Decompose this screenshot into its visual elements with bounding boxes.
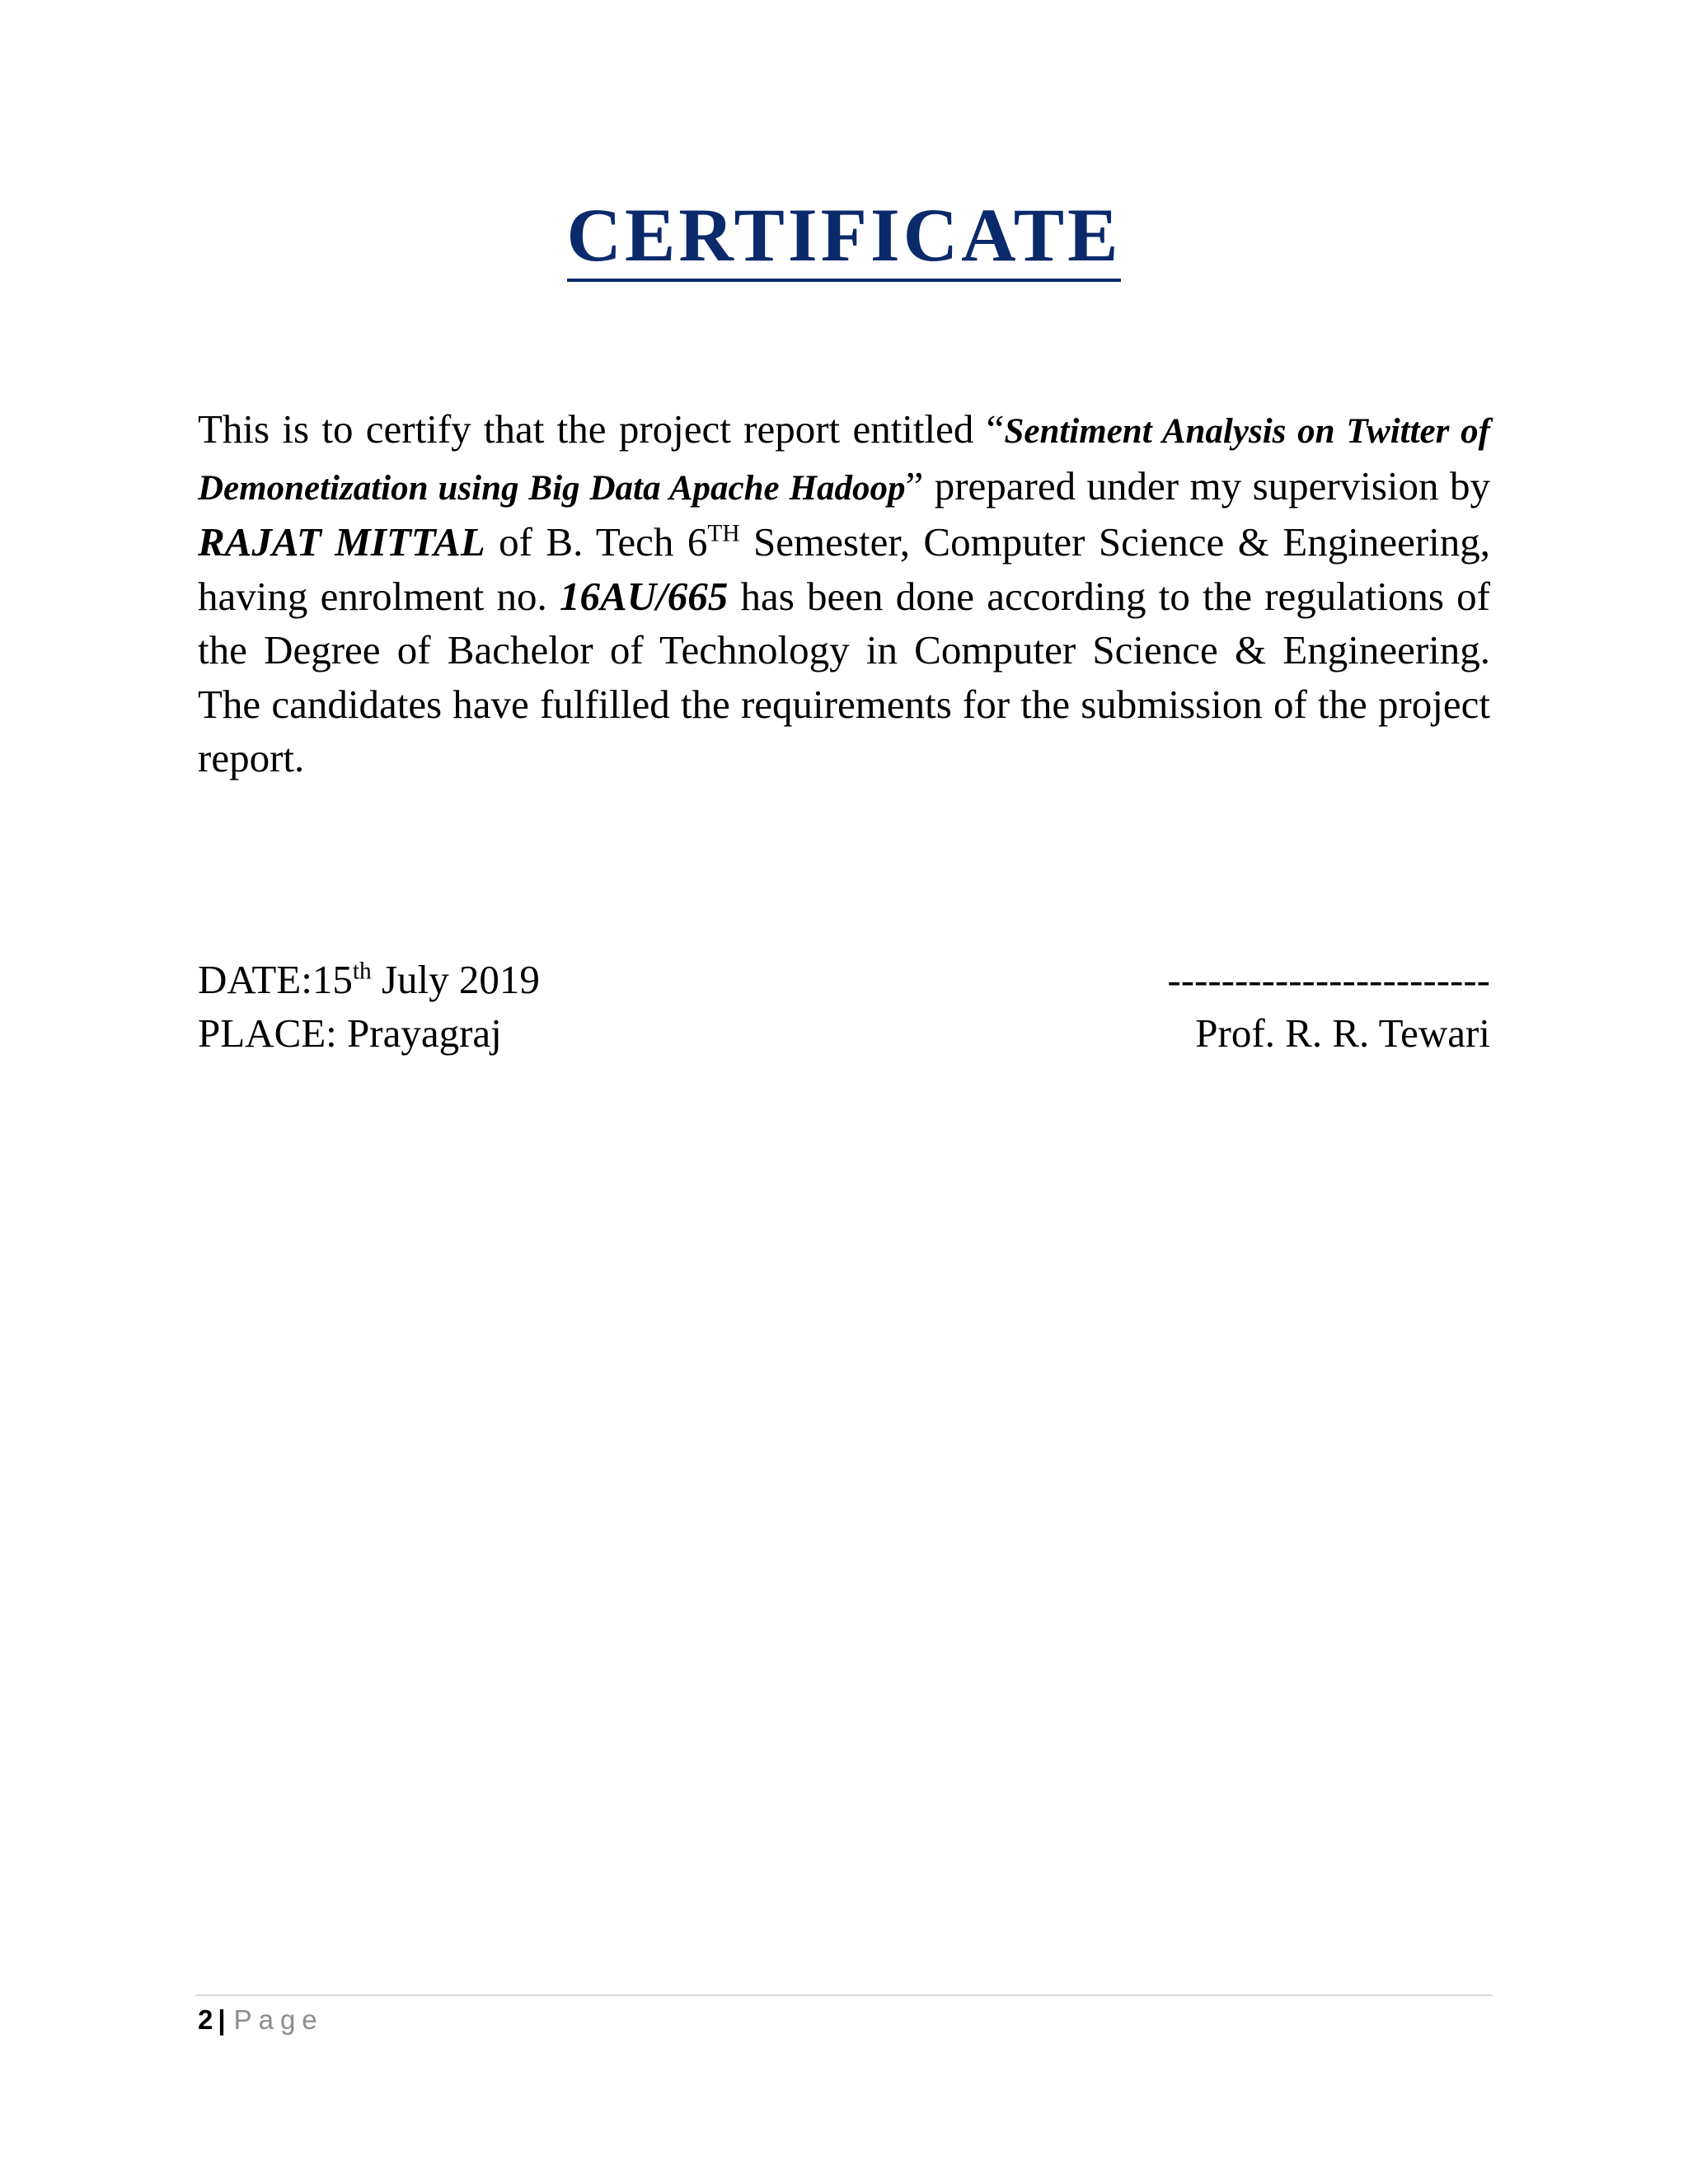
footer-divider [195, 1994, 1493, 1996]
place-value: Prayagraj [347, 1010, 502, 1056]
certificate-title-text: CERTIFICATE [567, 193, 1122, 282]
supervisor-name: Prof. R. R. Tewari [1195, 1010, 1490, 1056]
place-label: PLACE: [198, 1010, 348, 1056]
student-name: RAJAT MITTAL [198, 519, 485, 565]
date-line [198, 956, 540, 1005]
body-intro: This is to certify that the project report entitled “ [198, 406, 1005, 452]
certificate-title [0, 194, 1688, 277]
semester-superscript: TH [707, 520, 740, 547]
page-footer [198, 2004, 324, 2036]
project-title: Sentiment Analysis on Twitter of Demonetization using Big Data Apache Hadoop [198, 412, 1490, 508]
page-label: Page [233, 2004, 324, 2035]
signature-line: ------------------------ [1167, 957, 1490, 1002]
body-after-title: ” prepared under my supervision by [905, 462, 1490, 509]
body-after-name: of B. Tech 6 [485, 519, 708, 565]
page-number: 2 [198, 2004, 213, 2035]
date-rest: July 2019 [371, 957, 540, 1002]
date-label: DATE: [198, 957, 312, 1002]
date-day-superscript: th [352, 958, 372, 985]
enrolment-number: 16AU/665 [560, 573, 729, 619]
footer-separator: | [218, 2004, 226, 2035]
date-day: 15 [312, 957, 353, 1002]
date-signature-row [198, 956, 1490, 1007]
place-name-row [198, 1010, 1490, 1061]
place-line [198, 1010, 502, 1058]
body-after-semester: Semester, Computer Science & Engineering, having enrolment no. [198, 519, 1491, 619]
body-closing: has been done according to the regulations of the Degree of Bachelor of Technology in Computer Science & Engineering. The candidates have fulfilled the requirements for the submission of the project report. [198, 573, 1490, 780]
certificate-body [198, 402, 1490, 785]
